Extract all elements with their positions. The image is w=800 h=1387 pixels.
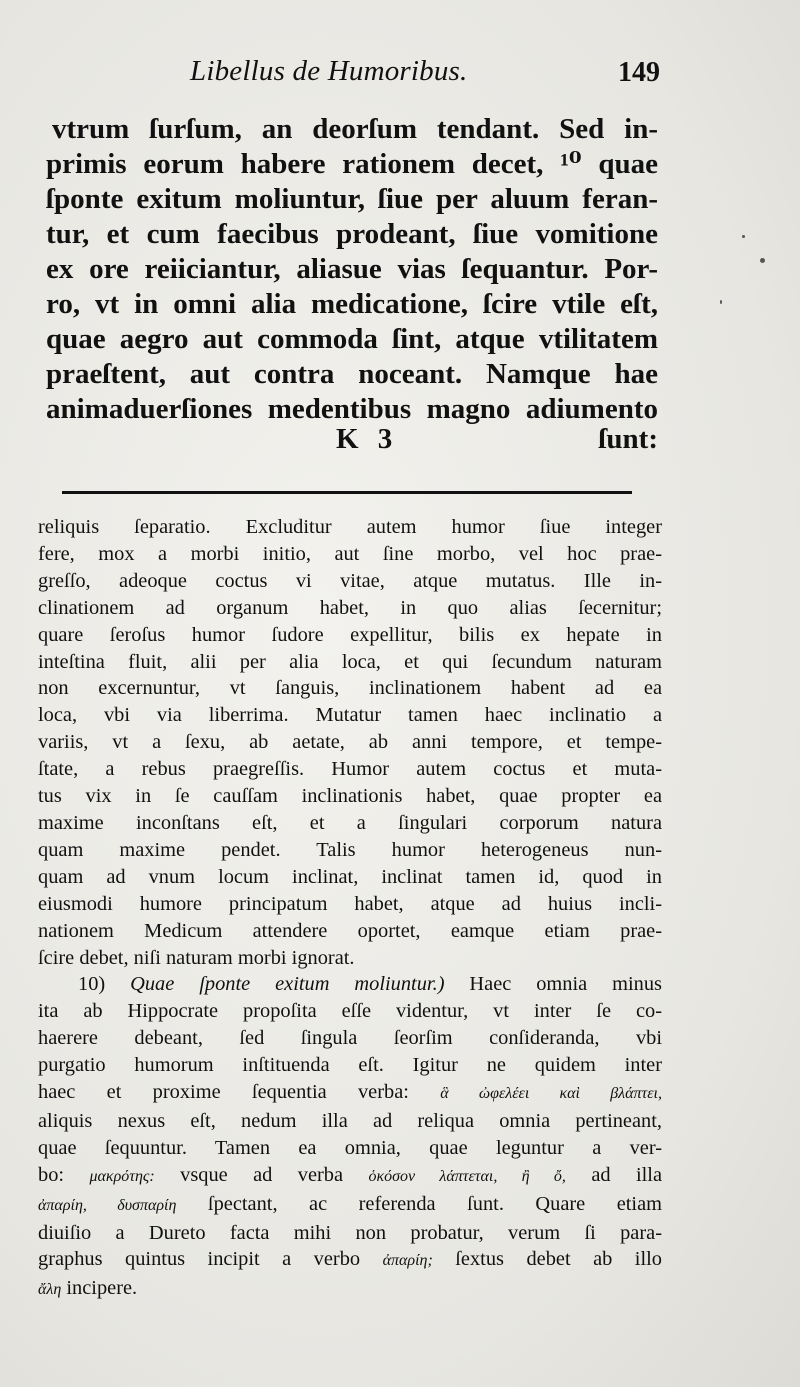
- footnote-line: ſtate, a rebus praegreſſis. Humor autem coctus et muta-: [38, 758, 662, 781]
- footnote-line: maxime inconſtans eſt, et a ſingulari corporum natura: [38, 811, 662, 834]
- greek-quote: ὁκόσον λάπτεται, ἢ ὄ,: [368, 1167, 566, 1185]
- note-number: 10): [78, 973, 106, 996]
- footnote-line: fere, mox a morbi initio, aut ſine morbo, vel hoc prae-: [38, 542, 662, 565]
- footnotes-block: [38, 514, 662, 1304]
- paper-speck: [720, 300, 722, 304]
- footnote-line: non excernuntur, vt ſanguis, inclinationem habent ad ea: [38, 677, 662, 700]
- footnote-divider: [62, 491, 632, 494]
- footnote-line: nationem Medicum attendere oportet, eamque etiam prae-: [38, 919, 662, 942]
- catchword: ſunt:: [598, 423, 658, 455]
- note-10-line: ita ab Hippocrate propoſita eſſe videntur, vt inter ſe co-: [38, 1000, 662, 1023]
- note-10-line: quae ſequuntur. Tamen ea omnia, quae leguntur a ver-: [38, 1136, 662, 1159]
- main-text-block: [46, 112, 658, 427]
- note-10-line: [38, 1246, 662, 1275]
- footnote-line: variis, vt a ſexu, ab aetate, ab anni tempore, et tempe-: [38, 731, 662, 754]
- note-text: ſextus debet ab illo: [455, 1248, 662, 1271]
- footnote-line: loca, vbi via liberrima. Mutatur tamen haec inclinatio a: [38, 704, 662, 727]
- note-10-line: diuiſio a Dureto facta mihi non probatur, verum ſi para-: [38, 1221, 662, 1244]
- note-text: haec et proxime ſequentia verba:: [38, 1081, 409, 1104]
- main-text-line: tur, et cum faecibus prodeant, ſiue vomitione: [46, 218, 658, 250]
- main-text-line: praeſtent, aut contra noceant. Namque hae: [46, 358, 658, 390]
- greek-quote: μακρότης:: [89, 1167, 155, 1185]
- main-text-line: animaduerſiones medentibus magno adiumento: [46, 393, 658, 425]
- signature-mark: K 3: [336, 423, 399, 455]
- note-text: Haec omnia minus: [469, 973, 662, 996]
- footnote-line: reliquis ſeparatio. Excluditur autem humor ſiue integer: [38, 516, 662, 538]
- footnote-line: quam maxime pendet. Talis humor heterogeneus nun-: [38, 838, 662, 861]
- main-text-line: ro, vt in omni alia medicatione, ſcire vtile eſt,: [46, 288, 658, 320]
- note-10-line: [38, 1191, 662, 1220]
- greek-quote: ἀπαρίη, δυσπαρίη: [38, 1196, 177, 1214]
- footnote-line: clinationem ad organum habet, in quo alias ſecernitur;: [38, 596, 662, 619]
- page-header: [190, 55, 660, 95]
- footnote-line: inteſtina fluit, alii per alia loca, et qui ſecundum naturam: [38, 650, 662, 673]
- note-text: ſpectant, ac referenda ſunt. Quare etiam: [207, 1192, 662, 1215]
- footnote-line: greſſo, adeoque coctus vi vitae, atque mutatus. Ille in-: [38, 569, 662, 592]
- greek-quote: ἀπαρίη;: [382, 1252, 433, 1270]
- main-text-line: primis eorum habere rationem decet, ¹⁰ quae: [46, 148, 658, 180]
- note-10-line: [38, 1162, 662, 1191]
- footnote-line: eiusmodi humore principatum habet, atque ad huius incli-: [38, 892, 662, 915]
- main-text-line: quae aegro aut commoda ſint, atque vtilitatem: [46, 323, 658, 355]
- signature-row: [46, 423, 658, 459]
- note-text: bo:: [38, 1163, 65, 1186]
- note-10-line: [38, 1079, 662, 1108]
- main-text-line: ex ore reiiciantur, aliasue vias ſequantur. Por-: [46, 253, 658, 285]
- note-text: vsque ad verba: [180, 1163, 344, 1186]
- note-text: graphus quintus incipit a verbo: [38, 1248, 361, 1271]
- footnote-line: quam ad vnum locum inclinat, inclinat tamen id, quod in: [38, 865, 662, 888]
- greek-quote: ἃ ὠφελέει καὶ βλάπτει,: [440, 1085, 662, 1103]
- note-text: ad illa: [591, 1163, 662, 1186]
- note-10-line: haerere debeant, ſed ſingula ſeorſim conſideranda, vbi: [38, 1027, 662, 1050]
- running-title: Libellus de Humoribus.: [190, 55, 468, 87]
- main-text-line: ſponte exitum moliuntur, ſiue per aluum feran-: [46, 183, 658, 215]
- footnote-line: ſcire debet, niſi naturam morbi ignorat.: [38, 946, 355, 969]
- page-number: 149: [618, 57, 660, 88]
- note-10-line: [38, 971, 662, 998]
- note-10-line: aliquis nexus eſt, nedum illa ad reliqua omnia pertineant,: [38, 1109, 662, 1132]
- footnote-line: tus vix in ſe cauſſam inclinationis habet, quae propter ea: [38, 785, 662, 808]
- note-10-line: [38, 1275, 662, 1304]
- paper-speck: [742, 235, 745, 238]
- paper-speck: [760, 258, 765, 263]
- note-reference: Quae ſponte exitum moliuntur.): [130, 973, 445, 996]
- main-text-line: vtrum ſurſum, an deorſum tendant. Sed in-: [52, 113, 658, 145]
- greek-quote: ἄλη: [38, 1281, 62, 1299]
- note-10-line: purgatio humorum inſtituenda eſt. Igitur ne quidem inter: [38, 1054, 662, 1077]
- footnote-line: quare ſeroſus humor ſudore expellitur, bilis ex hepate in: [38, 623, 662, 646]
- note-text: incipere.: [66, 1277, 138, 1300]
